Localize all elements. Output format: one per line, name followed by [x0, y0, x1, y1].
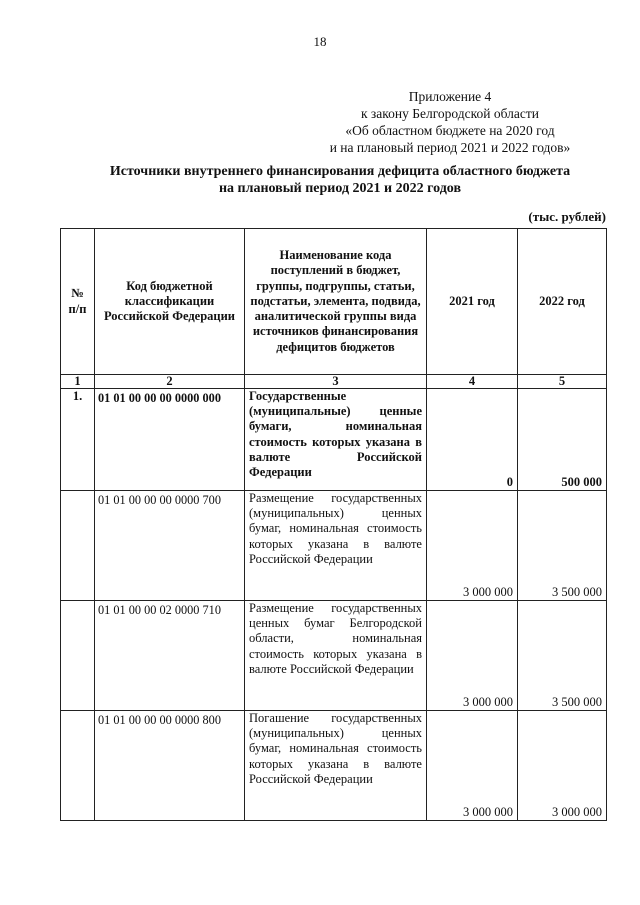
- header-num: № п/п: [61, 229, 95, 375]
- units-label: (тыс. рублей): [528, 209, 606, 224]
- table-row: [61, 491, 607, 601]
- title-line-2: на плановый период 2021 и 2022 годов: [218, 181, 462, 196]
- column-number-row: [61, 375, 607, 389]
- row-code: 01 01 00 00 00 0000 800: [95, 711, 245, 821]
- row-value-2021: 3 000 000: [427, 491, 518, 601]
- row-value-2021: 0: [427, 389, 518, 491]
- header-2022: 2022 год: [518, 229, 607, 375]
- document-title: [60, 163, 620, 197]
- row-name: Размещение государственных (муниципальных) ценных бумаг, номинальная стоимость которых указана в валюте Российской Федерации: [245, 491, 427, 601]
- appendix-block: [290, 88, 610, 156]
- title-line-1: Источники внутреннего финансирования дефицита областного бюджета: [109, 164, 571, 179]
- row-value-2022: 3 500 000: [518, 491, 607, 601]
- appendix-line-1: Приложение 4: [408, 89, 492, 104]
- row-name: Государственные (муниципальные) ценные бумаги, номинальная стоимость которых указана в валюте Российской Федерации: [245, 389, 427, 491]
- row-code: 01 01 00 00 00 0000 700: [95, 491, 245, 601]
- row-num: [61, 601, 95, 711]
- row-name: Размещение государственных ценных бумаг Белгородской области, номинальная стоимость которых указана в валюте Российской Федерации: [245, 601, 427, 711]
- table-row: [61, 601, 607, 711]
- col-number: 2: [95, 375, 245, 389]
- row-value-2021: 3 000 000: [427, 601, 518, 711]
- row-value-2022: 500 000: [518, 389, 607, 491]
- appendix-line-4: и на плановый период 2021 и 2022 годов»: [329, 140, 571, 155]
- row-code: 01 01 00 00 02 0000 710: [95, 601, 245, 711]
- table-row: [61, 711, 607, 821]
- col-number: 1: [61, 375, 95, 389]
- row-num: [61, 711, 95, 821]
- header-name: Наименование кода поступлений в бюджет, группы, подгруппы, статьи, подстатьи, элемента, подвида, аналитической группы вида источников финансирования дефицитов бюджетов: [245, 229, 427, 375]
- row-name: Погашение государственных (муниципальных) ценных бумаг, номинальная стоимость которых указана в валюте Российской Федерации: [245, 711, 427, 821]
- row-value-2022: 3 500 000: [518, 601, 607, 711]
- row-value-2022: 3 000 000: [518, 711, 607, 821]
- col-number: 5: [518, 375, 607, 389]
- row-value-2021: 3 000 000: [427, 711, 518, 821]
- col-number: 4: [427, 375, 518, 389]
- row-num: 1.: [61, 389, 95, 491]
- appendix-line-2: к закону Белгородской области: [361, 106, 539, 121]
- header-row: [61, 229, 607, 375]
- appendix-line-3: «Об областном бюджете на 2020 год: [345, 123, 555, 138]
- page-number: 18: [313, 34, 327, 49]
- table-row: [61, 389, 607, 491]
- row-num: [61, 491, 95, 601]
- header-code: Код бюджетной классификации Российской Федерации: [95, 229, 245, 375]
- row-code: 01 01 00 00 00 0000 000: [95, 389, 245, 491]
- header-2021: 2021 год: [427, 229, 518, 375]
- financing-sources-table: [60, 228, 607, 821]
- col-number: 3: [245, 375, 427, 389]
